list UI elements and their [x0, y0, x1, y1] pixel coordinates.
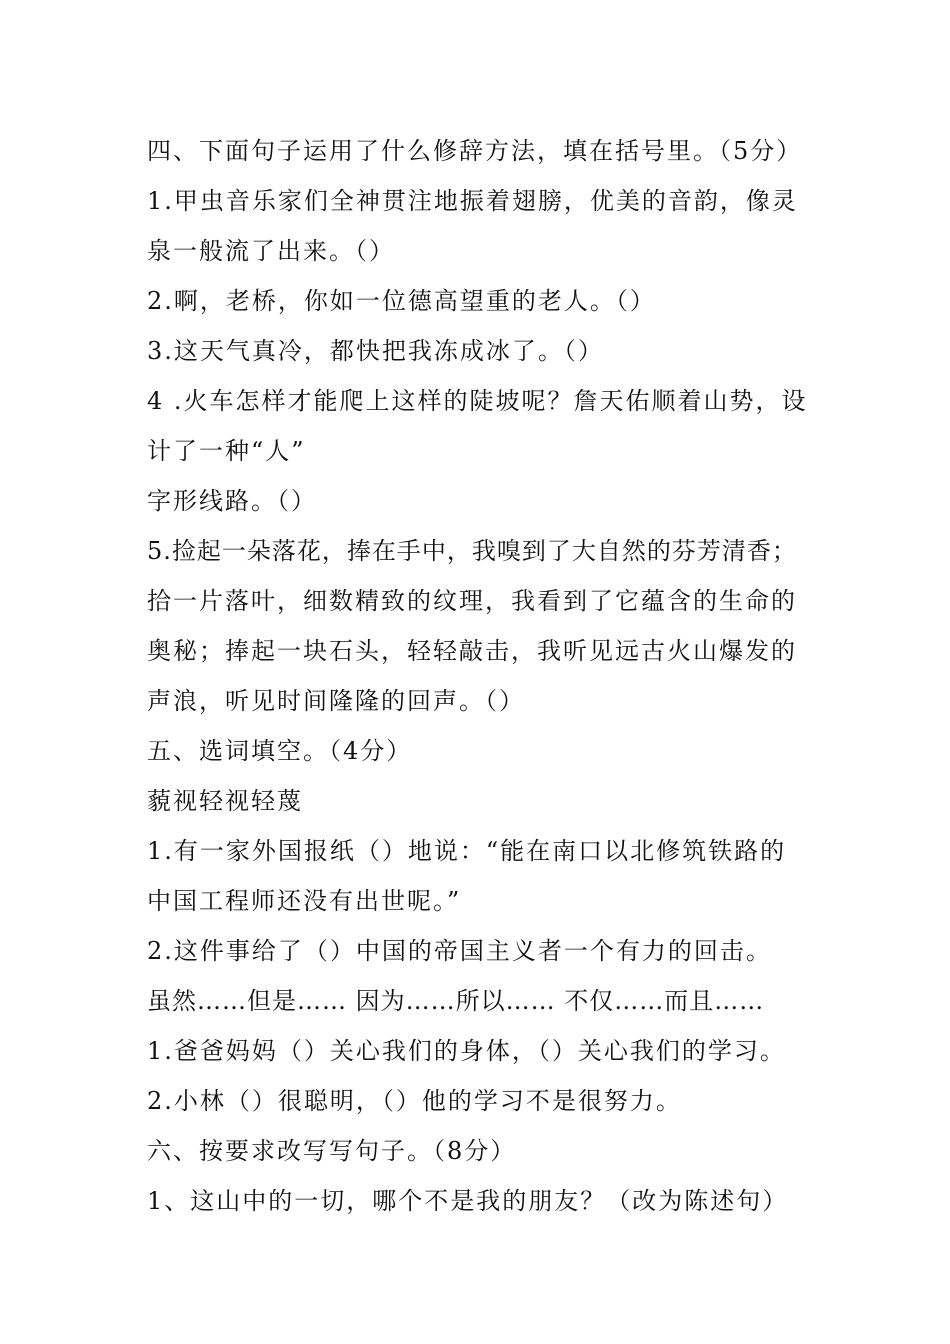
question-4-5-line-4: 声浪，听见时间隆隆的回声。（）	[147, 687, 525, 715]
question-5-3: 1.爸爸妈妈（）关心我们的身体，（）关心我们的学习。	[147, 1037, 786, 1065]
question-5-1-line-2: 中国工程师还没有出世呢。”	[147, 887, 462, 915]
section-four-heading: 四、下面句子运用了什么修辞方法，填在括号里。（5分）	[147, 137, 803, 165]
word-choices-1: 藐视轻视轻蔑	[147, 787, 303, 815]
document-body	[147, 126, 927, 1226]
question-5-2: 2.这件事给了（）中国的帝国主义者一个有力的回击。	[147, 937, 772, 965]
question-5-1-line-1: 1.有一家外国报纸（）地说：“能在南口以北修筑铁路的	[147, 837, 787, 865]
word-choices-2: 虽然……但是…… 因为……所以…… 不仅……而且……	[147, 987, 765, 1015]
question-4-5-line-2: 拾一片落叶，细数精致的纹理，我看到了它蕴含的生命的	[147, 587, 797, 615]
question-4-5-line-1: 5.捡起一朵落花，捧在手中，我嗅到了大自然的芬芳清香；	[147, 537, 797, 565]
question-6-1: 1、这山中的一切，哪个不是我的朋友？（改为陈述句）	[147, 1187, 789, 1215]
question-4-5-line-3: 奥秘；捧起一块石头，轻轻敲击，我听见远古火山爆发的	[147, 637, 797, 665]
section-six-heading: 六、按要求改写写句子。（8分）	[147, 1137, 517, 1165]
question-4-1-line-1: 1.甲虫音乐家们全神贯注地振着翅膀，优美的音韵，像灵	[147, 187, 798, 215]
question-4-4-line-1: 4 .火车怎样才能爬上这样的陡坡呢？詹天佑顺着山势，设	[147, 387, 808, 415]
question-5-4: 2.小林（）很聪明，（）他的学习不是很努力。	[147, 1087, 682, 1115]
question-4-4-line-2: 计了一种“人”	[147, 437, 306, 465]
question-4-1-line-2: 泉一般流了出来。（）	[147, 237, 395, 265]
question-4-3: 3.这天气真冷，都快把我冻成冰了。（）	[147, 337, 604, 365]
question-4-4-line-3: 字形线路。（）	[147, 487, 317, 515]
question-4-2: 2.啊，老桥，你如一位德高望重的老人。（）	[147, 287, 656, 315]
section-five-heading: 五、选词填空。（4分）	[147, 737, 413, 765]
